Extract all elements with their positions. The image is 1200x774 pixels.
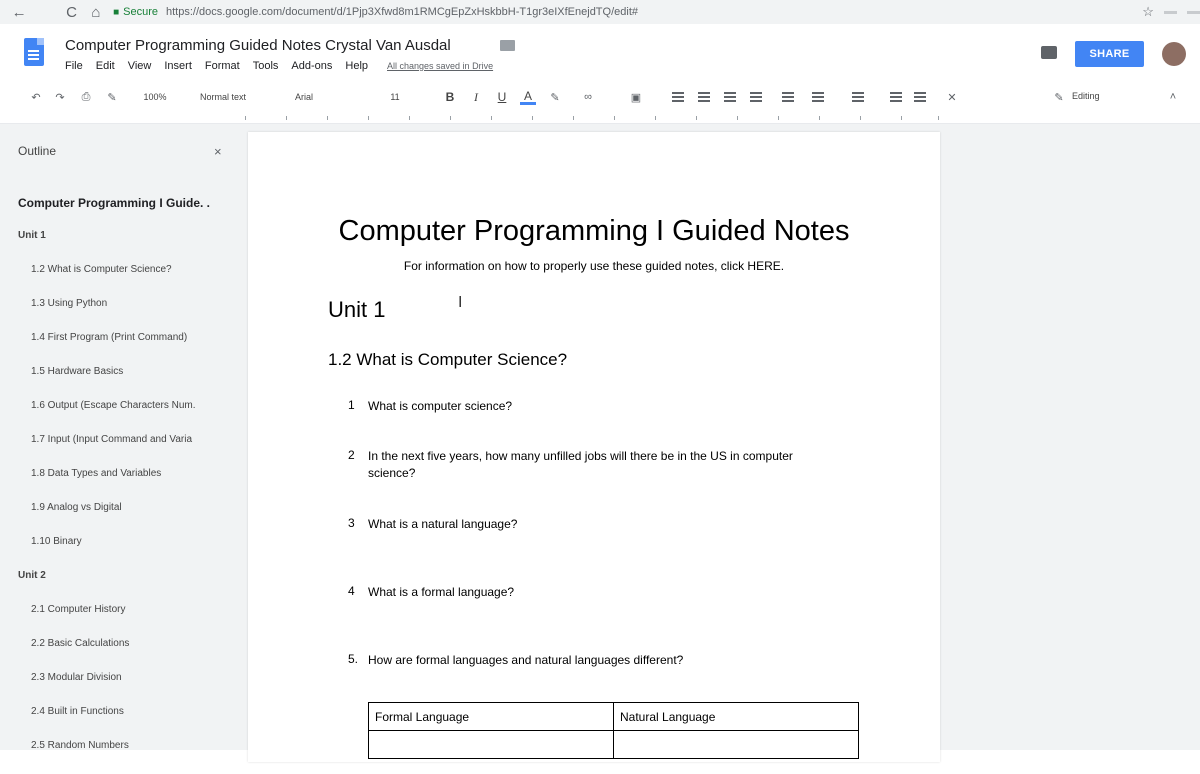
bold-button[interactable]: B — [445, 90, 455, 104]
collapse-chevron-icon[interactable]: ˄ — [1169, 91, 1177, 103]
outline-item[interactable]: 2.4 Built in Functions — [31, 706, 124, 717]
outline-pane — [0, 124, 248, 750]
align-right-icon[interactable] — [722, 89, 738, 105]
print-icon[interactable]: ⎙ — [81, 90, 91, 103]
clear-formatting-icon[interactable]: ✕ — [947, 91, 957, 104]
justify-icon[interactable] — [748, 89, 764, 105]
italic-button[interactable]: I — [474, 89, 478, 104]
menu-bar — [65, 60, 506, 72]
document-heading[interactable]: Computer Programming I Guided Notes — [338, 215, 850, 247]
document-title[interactable]: Computer Programming Guided Notes Crystal Van Ausdal — [65, 37, 451, 54]
table-header-cell[interactable]: Formal Language — [369, 703, 614, 731]
address-bar[interactable] — [113, 2, 1082, 22]
outline-item[interactable]: Unit 1 — [18, 230, 46, 241]
table-row — [369, 703, 859, 731]
table-cell[interactable] — [614, 731, 859, 759]
docs-header — [0, 24, 1200, 82]
editing-mode-select[interactable]: Editing — [1072, 91, 1100, 101]
question-number: 1 — [348, 398, 355, 412]
document-subtitle[interactable]: For information on how to properly use these guided notes, click HERE. — [403, 259, 785, 273]
text-color-button[interactable]: A — [520, 89, 536, 105]
menu-format[interactable]: Format — [204, 60, 240, 72]
table-cell[interactable] — [369, 731, 614, 759]
extension-icon[interactable] — [1164, 11, 1177, 14]
close-icon[interactable]: × — [214, 144, 222, 159]
pencil-icon: ✎ — [1054, 91, 1064, 104]
text-cursor-icon: I — [458, 294, 463, 311]
save-status[interactable]: All changes saved in Drive — [387, 61, 494, 71]
outline-item[interactable]: Computer Programming I Guide. . — [18, 196, 211, 210]
question-item[interactable] — [348, 448, 828, 482]
menu-insert[interactable]: Insert — [164, 60, 192, 72]
question-text: What is a natural language? — [368, 517, 518, 531]
unit-heading[interactable]: Unit 1 — [328, 297, 386, 322]
outline-item[interactable]: 1.2 What is Computer Science? — [31, 264, 172, 275]
table-header-cell[interactable]: Natural Language — [614, 703, 859, 731]
outline-heading: Outline — [18, 144, 57, 158]
share-button[interactable]: SHARE — [1075, 41, 1144, 67]
outline-item[interactable]: 1.9 Analog vs Digital — [31, 502, 122, 513]
menu-addons[interactable]: Add-ons — [291, 60, 333, 72]
align-center-icon[interactable] — [696, 89, 712, 105]
menu-view[interactable]: View — [127, 60, 152, 72]
outline-item[interactable]: 1.5 Hardware Basics — [31, 366, 124, 377]
section-heading[interactable]: 1.2 What is Computer Science? — [328, 350, 568, 369]
bulleted-list-icon[interactable] — [850, 89, 866, 105]
decrease-indent-icon[interactable] — [888, 89, 904, 105]
question-number: 5. — [348, 652, 359, 666]
outline-list — [0, 196, 248, 774]
question-number: 3 — [348, 516, 355, 530]
outline-item[interactable]: 2.5 Random Numbers — [31, 740, 129, 751]
outline-item[interactable]: 1.6 Output (Escape Characters Num. — [31, 400, 196, 411]
menu-edit[interactable]: Edit — [95, 60, 115, 72]
browser-bar — [0, 0, 1200, 24]
question-text: What is computer science? — [368, 399, 513, 413]
avatar[interactable] — [1162, 42, 1186, 66]
link-icon[interactable]: ∞ — [584, 91, 592, 103]
comparison-table[interactable] — [368, 702, 859, 759]
highlight-icon[interactable]: ✎ — [550, 91, 560, 104]
increase-indent-icon[interactable] — [912, 89, 928, 105]
menu-icon[interactable] — [1187, 11, 1200, 14]
url-text[interactable]: https://docs.google.com/document/d/1Pjp3Xfwd8m1RMCgEpZxHskbbH-T1gr3eIXfEnejdTQ/edit# — [165, 6, 638, 18]
comments-icon[interactable] — [1041, 46, 1057, 59]
question-item[interactable] — [348, 516, 828, 533]
question-item[interactable] — [348, 652, 828, 669]
menu-help[interactable]: Help — [345, 60, 369, 72]
line-spacing-icon[interactable] — [780, 89, 796, 105]
image-icon[interactable]: ▣ — [630, 91, 642, 104]
menu-file[interactable]: File — [65, 60, 83, 72]
question-text: What is a formal language? — [368, 585, 515, 599]
align-left-icon[interactable] — [670, 89, 686, 105]
redo-icon[interactable]: ↷ — [55, 91, 65, 104]
back-arrow-icon[interactable]: ← — [11, 3, 27, 21]
style-select[interactable]: Normal text — [200, 92, 247, 102]
font-select[interactable]: Arial — [295, 92, 314, 102]
lock-icon: ■ — [113, 6, 120, 18]
outline-item[interactable]: 1.10 Binary — [31, 536, 82, 547]
question-number: 4 — [348, 584, 355, 598]
outline-item[interactable]: 1.4 First Program (Print Command) — [31, 332, 188, 343]
question-number: 2 — [348, 448, 355, 462]
outline-item[interactable]: 1.8 Data Types and Variables — [31, 468, 162, 479]
outline-item[interactable]: 1.3 Using Python — [31, 298, 108, 309]
underline-button[interactable]: U — [497, 90, 507, 104]
docs-logo-icon[interactable] — [24, 38, 44, 66]
menu-tools[interactable]: Tools — [252, 60, 279, 72]
home-icon[interactable]: ⌂ — [91, 3, 101, 21]
table-row — [369, 731, 859, 759]
outline-item[interactable]: 1.7 Input (Input Command and Varia — [31, 434, 193, 445]
paint-format-icon[interactable]: ✎ — [107, 91, 117, 104]
undo-icon[interactable]: ↶ — [31, 91, 41, 104]
numbered-list-icon[interactable] — [810, 89, 826, 105]
secure-label: Secure — [123, 6, 158, 18]
bookmark-star-icon[interactable]: ☆ — [1142, 4, 1154, 19]
question-text: In the next five years, how many unfilled jobs will there be in the US in computer science? — [368, 449, 793, 480]
question-text: How are formal languages and natural languages different? — [368, 653, 684, 667]
zoom-select[interactable]: 100% — [143, 92, 167, 102]
question-item[interactable] — [348, 584, 828, 601]
outline-item[interactable]: Unit 2 — [18, 570, 46, 581]
outline-item[interactable]: 2.3 Modular Division — [31, 672, 122, 683]
outline-item[interactable]: 2.1 Computer History — [31, 604, 126, 615]
font-size-select[interactable]: 11 — [390, 92, 400, 102]
reload-icon[interactable]: C — [66, 3, 77, 21]
folder-icon[interactable] — [500, 40, 515, 51]
document-page[interactable] — [248, 132, 940, 762]
outline-item[interactable]: 2.2 Basic Calculations — [31, 638, 130, 649]
ruler[interactable] — [0, 112, 1200, 124]
question-item[interactable] — [348, 398, 828, 415]
toolbar — [0, 82, 1200, 112]
